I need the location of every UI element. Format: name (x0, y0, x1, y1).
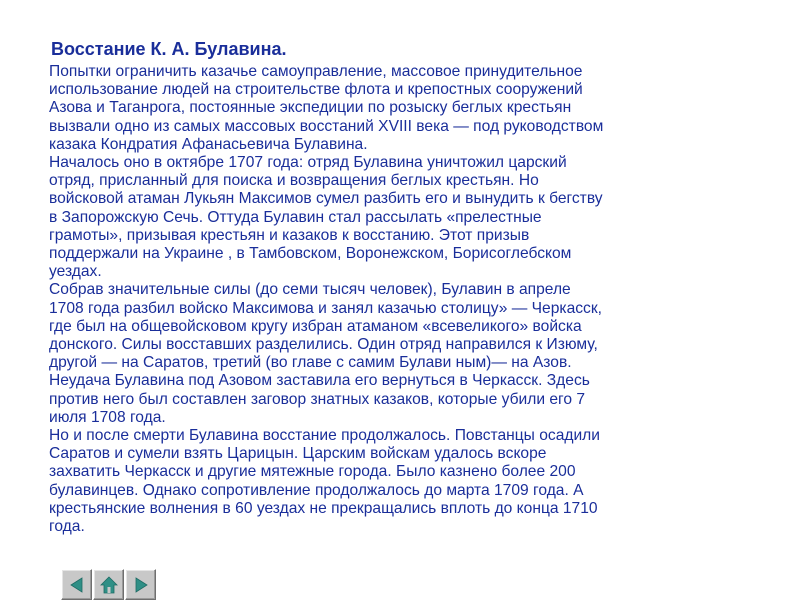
text-line: Саратов и сумели взять Царицын. Царским войскам удалось вскоре (49, 445, 547, 463)
text-line: отряд, присланный для поиска и возвращения беглых крестьян. Но (49, 172, 539, 190)
text-line: Началось оно в октябре 1707 года: отряд Булавина уничтожил царский (49, 154, 567, 172)
text-line: захватить Черкасск и другие мятежные города. Было казнено более 200 (49, 463, 576, 481)
text-line: донского. Силы восставших разделились. Один отряд направился к Изюму, (49, 336, 598, 354)
paragraph-2 (49, 154, 761, 281)
next-slide-button[interactable] (125, 569, 156, 600)
home-button[interactable] (93, 569, 124, 600)
text-line: июля 1708 года. (49, 408, 166, 426)
slide-navigation (61, 569, 157, 600)
text-line: грамоты», призывая крестьян и казаков к восстанию. Этот призыв (49, 226, 530, 244)
paragraph-3 (49, 281, 761, 427)
previous-slide-button[interactable] (61, 569, 92, 600)
text-line: Попытки ограничить казачье самоуправление, массовое принудительное (49, 63, 583, 80)
text-line: поддержали на Украине , в Тамбовском, Воронежском, Борисоглебском (49, 245, 572, 263)
paragraph-1 (49, 63, 761, 154)
text-line: крестьянские волнения в 60 уездах не прекращались вплоть до конца 1710 (49, 499, 598, 517)
paragraph-4 (49, 427, 761, 536)
text-line: года. (49, 518, 85, 536)
text-line: Неудача Булавина под Азовом заставила его вернуться в Черкасск. Здесь (49, 372, 590, 390)
text-line: булавинцев. Однако сопротивление продолжалось до марта 1709 года. А (49, 481, 584, 499)
text-line: 1708 года разбил войско Максимова и занял казачью столицу» — Черкасск, (49, 299, 602, 317)
arrow-right-icon (131, 575, 151, 595)
text-line: Собрав значительные силы (до семи тысяч человек), Булавин в апреле (49, 281, 571, 299)
text-line: Но и после смерти Булавина восстание продолжалось. Повстанцы осадили (49, 427, 600, 445)
slide-title: Восстание К. А. Булавина. (51, 39, 287, 59)
text-line: Азова и Таганрога, постоянные экспедиции по розыску беглых крестьян (49, 99, 572, 117)
text-line: использование людей на строительстве флота и крепостных сооружений (49, 81, 583, 99)
text-line: другой — на Саратов, третий (во главе с самим Булави ным)— на Азов. (49, 354, 572, 372)
text-line: в Запорожскую Сечь. Оттуда Булавин стал рассылать «прелестные (49, 208, 542, 226)
text-line: где был на общевойсковом кругу избран атаманом «всевеликого» войска (49, 317, 582, 335)
home-icon (99, 575, 119, 595)
text-line: казака Кондратия Афанасьевича Булавина. (49, 135, 368, 153)
text-line: вызвали одно из самых массовых восстаний XVIII века — под руководством (49, 117, 604, 135)
text-line: войсковой атаман Лукьян Максимов сумел разбить его и вынудить к бегству (49, 190, 603, 208)
text-line: уездах. (49, 263, 102, 281)
arrow-left-icon (67, 575, 87, 595)
slide-body (49, 63, 761, 536)
text-line: против него был составлен заговор знатных казаков, которые убили его 7 (49, 390, 586, 408)
